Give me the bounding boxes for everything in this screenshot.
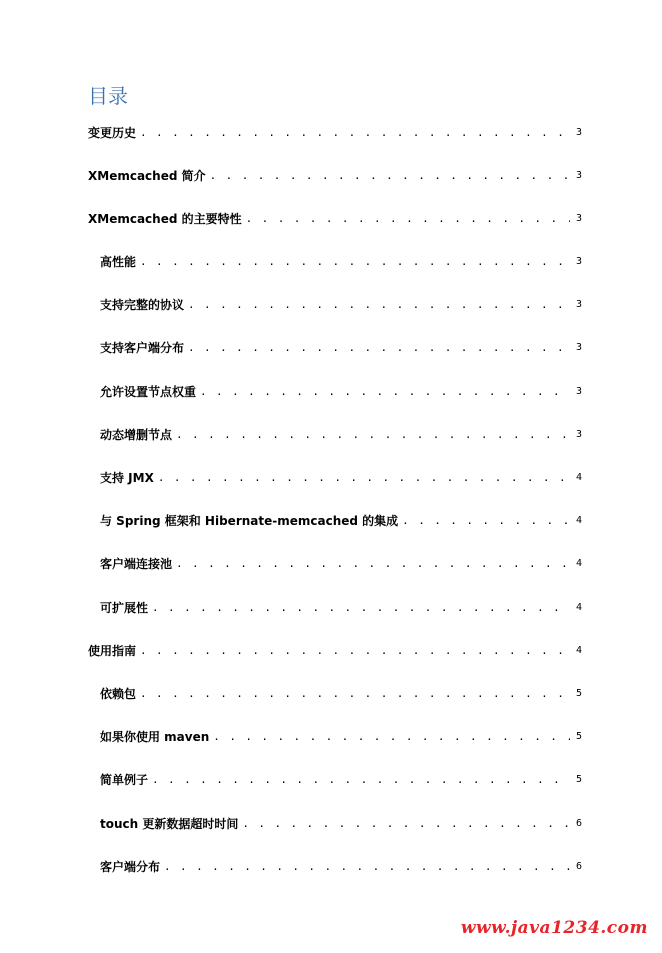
toc-entry-page: 6 — [575, 861, 582, 872]
toc-entry-page: 4 — [575, 645, 582, 656]
toc-entry-label: 可扩展性 — [100, 601, 149, 615]
toc-leader-dots — [140, 642, 570, 660]
toc-leader-dots — [140, 685, 570, 703]
toc-entry-page: 4 — [575, 515, 582, 526]
toc-entry-label: touch 更新数据超时时间 — [100, 817, 239, 831]
toc-entry[interactable] — [88, 124, 582, 142]
toc-entry[interactable] — [100, 728, 582, 746]
toc-entry[interactable] — [100, 685, 582, 703]
toc-entry-page: 3 — [575, 256, 582, 267]
toc-entry-page: 5 — [575, 731, 582, 742]
toc-entry-page: 5 — [575, 774, 582, 785]
toc-leader-dots — [158, 469, 570, 487]
toc-entry-label: 允许设置节点权重 — [100, 385, 197, 399]
toc-entry[interactable] — [100, 512, 582, 530]
toc-entry[interactable] — [100, 469, 582, 487]
toc-entry-page: 5 — [575, 688, 582, 699]
toc-entry[interactable] — [100, 426, 582, 444]
toc-leader-dots — [152, 599, 570, 617]
toc-entry-page: 3 — [575, 213, 582, 224]
toc-entry[interactable] — [100, 771, 582, 789]
toc-entry-label: 支持 JMX — [100, 471, 154, 485]
toc-entry[interactable] — [100, 253, 582, 271]
toc-entry-page: 6 — [575, 818, 582, 829]
toc-entry-label: 支持完整的协议 — [100, 298, 185, 312]
toc-leader-dots — [140, 253, 570, 271]
toc-entry-label: XMemcached 的主要特性 — [88, 212, 242, 226]
toc-leader-dots — [200, 383, 570, 401]
toc-leader-dots — [246, 210, 570, 228]
toc-leader-dots — [210, 167, 570, 185]
toc-leader-dots — [176, 555, 570, 573]
toc-leader-dots — [188, 339, 570, 357]
toc-entry[interactable] — [100, 339, 582, 357]
toc-leader-dots — [188, 296, 570, 314]
toc-title: 目录 — [88, 84, 128, 108]
toc-entry-page: 4 — [575, 602, 582, 613]
toc-entry-page: 4 — [575, 558, 582, 569]
toc-entry-label: 使用指南 — [88, 644, 137, 658]
toc-entry-page: 3 — [575, 429, 582, 440]
toc-entry-label: 客户端分布 — [100, 860, 161, 874]
toc-leader-dots — [164, 858, 570, 876]
toc-leader-dots — [402, 512, 570, 530]
toc-entry-page: 3 — [575, 386, 582, 397]
toc-entry-label: 与 Spring 框架和 Hibernate-memcached 的集成 — [100, 514, 399, 528]
toc-entry-page: 3 — [575, 342, 582, 353]
toc-entry[interactable] — [100, 296, 582, 314]
toc-entry[interactable] — [100, 599, 582, 617]
toc-entry[interactable] — [88, 167, 582, 185]
toc-entry-page: 3 — [575, 127, 582, 138]
toc-leader-dots — [140, 124, 570, 142]
toc-leader-dots — [242, 815, 570, 833]
toc-entry[interactable] — [100, 555, 582, 573]
toc-entry-label: 客户端连接池 — [100, 557, 173, 571]
toc-entry[interactable] — [100, 383, 582, 401]
toc-entry-label: 高性能 — [100, 255, 137, 269]
toc-leader-dots — [213, 728, 570, 746]
watermark-logo: www.java1234.com — [460, 918, 648, 938]
toc-entry-label: 支持客户端分布 — [100, 341, 185, 355]
toc-entry-label: XMemcached 简介 — [88, 169, 206, 183]
toc-entry-label: 简单例子 — [100, 773, 149, 787]
toc-leader-dots — [176, 426, 570, 444]
toc-leader-dots — [152, 771, 570, 789]
toc-entry[interactable] — [88, 210, 582, 228]
toc-entry-page: 3 — [575, 299, 582, 310]
toc-entry-page: 3 — [575, 170, 582, 181]
toc-entry-page: 4 — [575, 472, 582, 483]
toc-entry[interactable] — [88, 642, 582, 660]
toc-entry-label: 依赖包 — [100, 687, 137, 701]
toc-entry-label: 如果你使用 maven — [100, 730, 210, 744]
toc-entry-label: 动态增删节点 — [100, 428, 173, 442]
toc-entry[interactable] — [100, 858, 582, 876]
toc-entry-label: 变更历史 — [88, 126, 137, 140]
toc-entry[interactable] — [100, 815, 582, 833]
